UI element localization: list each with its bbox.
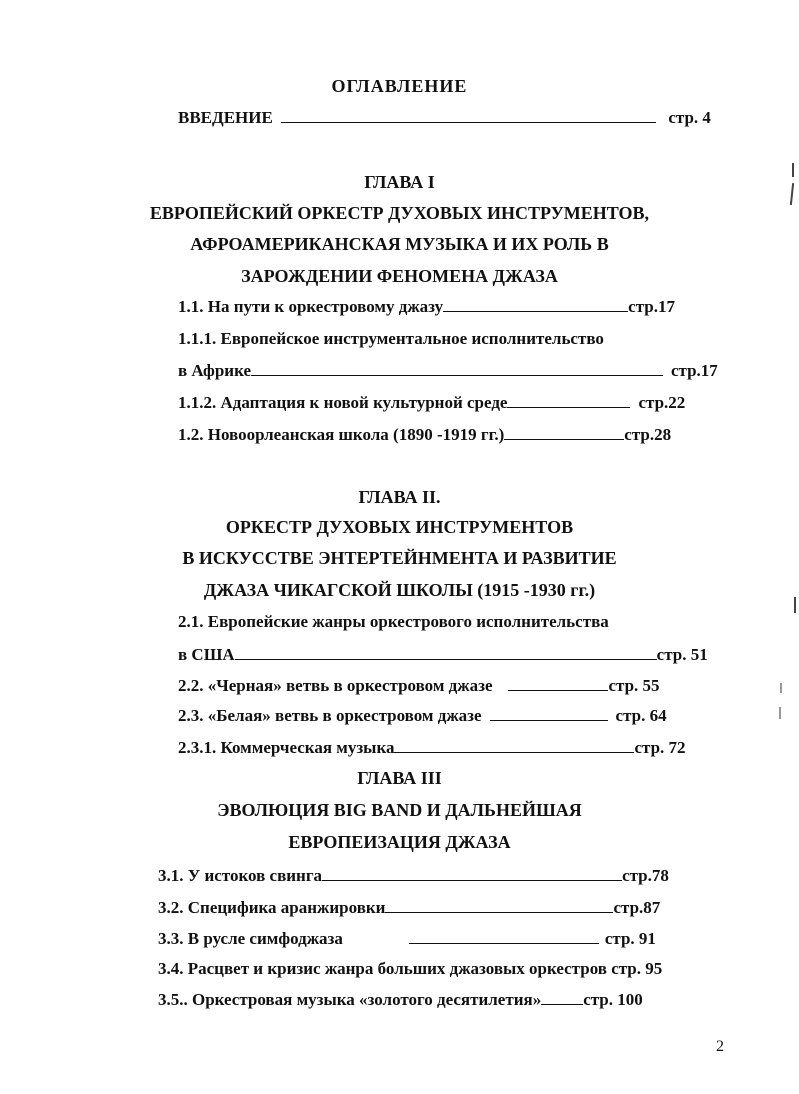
chapter-3-heading: ГЛАВА III xyxy=(357,768,442,788)
scan-artifact xyxy=(794,597,796,613)
leader-line xyxy=(443,310,628,312)
entry-page: стр.17 xyxy=(628,297,675,316)
chapter-1-title-line: АФРОАМЕРИКАНСКАЯ МУЗЫКА И ИХ РОЛЬ В xyxy=(190,234,609,254)
entry-page: стр.22 xyxy=(638,393,686,412)
entry-label: 2.3.1. Коммерческая музыка xyxy=(178,738,395,757)
entry-label: 3.1. У истоков свинга xyxy=(158,866,323,885)
leader-line xyxy=(504,438,624,440)
leader-line xyxy=(281,121,656,123)
entry-label: 1.1.2. Адаптация к новой культурной среде xyxy=(178,393,508,412)
toc-entry xyxy=(178,297,675,317)
entry-label: ВВЕДЕНИЕ xyxy=(178,108,273,127)
page-number: 2 xyxy=(716,1038,724,1055)
entry-label: 2.3. «Белая» ветвь в оркестровом джазе xyxy=(178,706,482,725)
toc-entry xyxy=(158,866,669,886)
entry-page: стр.87 xyxy=(613,898,661,917)
entry-label: 3.4. Расцвет и кризис жанра больших джазовых оркестров стр. 95 xyxy=(158,959,663,978)
entry-label: 3.3. В русле симфоджаза xyxy=(158,929,343,948)
chapter-1-heading: ГЛАВА I xyxy=(364,172,435,192)
leader-line xyxy=(385,911,613,913)
toc-entry xyxy=(178,645,708,665)
entry-page: стр. 91 xyxy=(604,929,656,948)
chapter-2-title-line: ДЖАЗА ЧИКАГСКОЙ ШКОЛЫ (1915 -1930 гг.) xyxy=(203,580,596,600)
toc-entry xyxy=(178,361,718,381)
entry-page: стр.78 xyxy=(622,866,669,885)
toc-entry xyxy=(158,898,660,918)
leader-line xyxy=(508,689,608,691)
entry-page: стр. 64 xyxy=(615,706,667,725)
entry-label: 1.2. Новоорлеанская школа (1890 -1919 гг.) xyxy=(178,425,505,444)
toc-entry xyxy=(178,676,660,696)
entry-label: 3.5.. Оркестровая музыка «золотого десятилетия» xyxy=(158,990,542,1009)
chapter-3-title-line: ЕВРОПЕИЗАЦИЯ ДЖАЗА xyxy=(288,832,511,852)
toc-entry xyxy=(178,612,609,632)
entry-label: в США xyxy=(178,645,235,664)
chapter-3-title-line: ЭВОЛЮЦИЯ BIG BAND И ДАЛЬНЕЙШАЯ xyxy=(217,800,582,820)
entry-page: стр. 100 xyxy=(583,990,643,1009)
leader-line xyxy=(251,374,663,376)
toc-entry xyxy=(178,425,671,445)
scan-artifact xyxy=(779,707,781,719)
entry-label: в Африке xyxy=(178,361,251,380)
scan-artifact xyxy=(792,163,794,177)
chapter-2-title-line: ОРКЕСТР ДУХОВЫХ ИНСТРУМЕНТОВ xyxy=(225,517,574,537)
chapter-2-title-line: В ИСКУССТВЕ ЭНТЕРТЕЙНМЕНТА И РАЗВИТИЕ xyxy=(182,548,617,568)
toc-entry xyxy=(158,990,643,1010)
leader-line xyxy=(541,1003,583,1005)
entry-page: стр. 55 xyxy=(608,676,660,695)
chapter-1-title-line: ЗАРОЖДЕНИИ ФЕНОМЕНА ДЖАЗА xyxy=(241,266,558,286)
chapter-1-title-line: ЕВРОПЕЙСКИЙ ОРКЕСТР ДУХОВЫХ ИНСТРУМЕНТОВ, xyxy=(149,203,650,223)
toc-entry xyxy=(158,929,656,949)
entry-page: стр.28 xyxy=(624,425,672,444)
leader-line xyxy=(507,406,630,408)
chapter-2-heading: ГЛАВА II. xyxy=(358,487,441,507)
entry-page: стр. 4 xyxy=(668,108,711,127)
toc-title: ОГЛАВЛЕНИЕ xyxy=(331,76,468,96)
toc-entry xyxy=(158,959,662,979)
entry-label: 2.2. «Черная» ветвь в оркестровом джазе xyxy=(178,676,493,695)
leader-line xyxy=(490,719,608,721)
entry-label: 3.2. Специфика аранжировки xyxy=(158,898,386,917)
entry-label: 2.1. Европейские жанры оркестрового исполнительства xyxy=(178,612,609,631)
toc-entry xyxy=(178,393,685,413)
scan-artifact xyxy=(780,683,782,693)
leader-line xyxy=(409,942,599,944)
toc-entry xyxy=(178,706,667,726)
leader-line xyxy=(394,751,634,753)
entry-label: 1.1.1. Европейское инструментальное исполнительство xyxy=(178,329,604,348)
toc-entry-intro xyxy=(178,108,711,128)
leader-line xyxy=(235,658,657,660)
leader-line xyxy=(322,879,622,881)
entry-page: стр.17 xyxy=(671,361,718,380)
toc-entry xyxy=(178,329,604,349)
toc-entry xyxy=(178,738,686,758)
entry-page: стр. 51 xyxy=(656,645,708,664)
entry-label: 1.1. На пути к оркестровому джазу xyxy=(178,297,444,316)
entry-page: стр. 72 xyxy=(634,738,686,757)
